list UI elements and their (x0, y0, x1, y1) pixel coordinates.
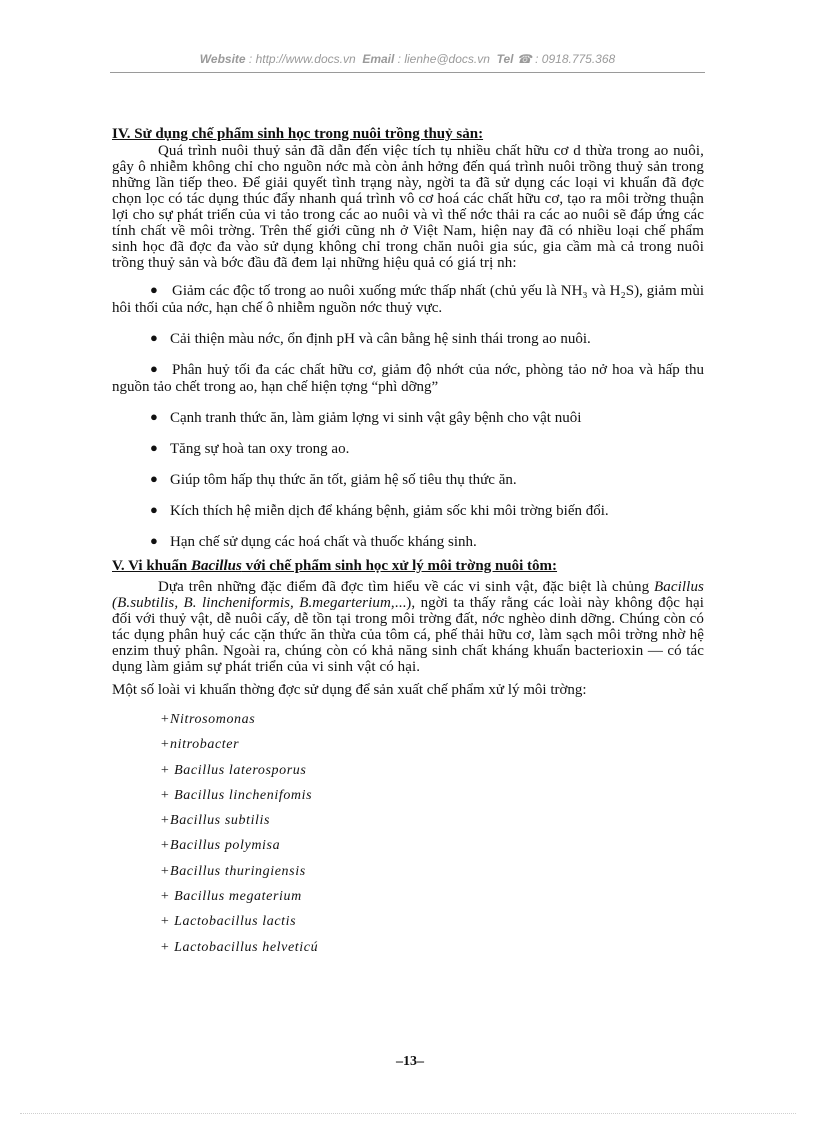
list-item: +Bacillus subtilis (160, 813, 271, 829)
bullet-icon: ● (150, 361, 158, 376)
list-item: + Bacillus laterosporus (160, 762, 307, 778)
list-item: ● Giảm các độc tố trong ao nuôi xuống mức thấp nhất (chủ yếu là NH₃ và H₂S), giảm mùi hôi thối của nớc, hạn chế ô nhiễm nguồn nớc thuỷ vực. (112, 282, 704, 316)
list-item: +Nitrosomonas (160, 712, 256, 727)
list-item: + Lactobacillus lactis (160, 914, 297, 930)
list-item: ● Phân huỷ tối đa các chất hữu cơ, giảm độ nhớt của nớc, phòng tảo nở hoa và hấp thu nguồn tảo chết trong ao, hạn chế hiện tợng “phì dỡng” (112, 361, 704, 395)
list-item: ● Cải thiện màu nớc, ổn định pH và cân bằng hệ sinh thái trong ao nuôi. (150, 330, 591, 347)
website-value: : http://www.docs.vn (248, 52, 356, 66)
list-item: + Lactobacillus helveticú (160, 939, 319, 955)
species-list (112, 707, 704, 960)
list-item: ● Cạnh tranh thức ăn, làm giảm lợng vi sinh vật gây bệnh cho vật nuôi (150, 409, 582, 426)
list-item: ● Tăng sự hoà tan oxy trong ao. (150, 440, 350, 457)
list-item: +nitrobacter (160, 737, 240, 753)
page-number: –13– (396, 1054, 424, 1069)
bullet-icon: ● (150, 471, 158, 486)
document-body (112, 125, 704, 960)
section-v-title: V. Vi khuẩn Bacillus với chế phẩm sinh học xử lý môi trờng nuôi tôm: (112, 558, 558, 574)
email-value: : lienhe@docs.vn (397, 52, 490, 66)
bullet-icon: ● (150, 502, 158, 517)
header-divider (110, 72, 705, 73)
benefits-list (112, 283, 704, 551)
tel-label: Tel (496, 52, 514, 66)
email-label: Email (362, 52, 395, 66)
section-iv-paragraph: Quá trình nuôi thuỷ sản đã dẫn đến việc tích tụ nhiều chất hữu cơ d thừa trong ao nuôi, gây ô nhiễm không chỉ cho nguồn nớc mà còn ảnh hởng đến quá trình nuôi trồng thuỷ sản trong những lần tiếp theo. Để giải quyết tình trạng này, ngời ta đã sử dụng các loại vi khuẩn đã đợc chọn lọc có tác dụng thúc đẩy nhanh quá trình vô cơ hoá các chất hữu cơ, tạo ra môi trờng thuận lợi cho sự phát triển của vi tảo trong các ao nuôi và vì thế nớc thải ra các ao nuôi sẽ đáp ứng các tính chất về môi trờng. Trên thế giới cũng nh ở Việt Nam, hiện nay đã có nhiều loại chế phẩm sinh học đã đợc đa vào sử dụng không chỉ trong chăn nuôi gia súc, gia cầm mà cả trong nuôi trồng thuỷ sản và bớc đầu đã đem lại những hiệu quả có giá trị nh: (112, 143, 704, 271)
bullet-icon: ● (150, 409, 158, 424)
list-item: ● Giúp tôm hấp thụ thức ăn tốt, giảm hệ số tiêu thụ thức ăn. (150, 471, 517, 488)
list-item: + Bacillus linchenifomis (160, 787, 313, 803)
tel-value: : 0918.775.368 (535, 52, 616, 66)
bullet-icon: ● (150, 533, 158, 548)
bullet-icon: ● (150, 440, 158, 455)
phone-icon: ☎ (516, 52, 532, 66)
section-v-paragraph: Dựa trên những đặc điểm đã đợc tìm hiểu về các vi sinh vật, đặc biệt là chủng Bacillus (B.subtilis, B. lincheniformis, B.megarterium,...), ngời ta thấy rằng các loài này không độc hại đối với thuỷ vật, dễ nuôi cấy, dễ tồn tại trong môi trờng đất, nớc nghèo dinh dỡng. Chúng còn có tác dụng phân huỷ các cặn thức ăn thừa của tôm cá, phế thải hữu cơ, làm sạch môi trờng nhờ hệ enzim thuỷ phân. Ngoài ra, chúng còn có khả năng sinh chất kháng khuẩn bacterioxin — có tác dụng làm giảm sự phát triển của vi sinh vật có hại. (112, 579, 704, 675)
list-item: +Bacillus thuringiensis (160, 863, 306, 879)
list-item: ● Kích thích hệ miễn dịch để kháng bệnh, giảm sốc khi môi trờng biến đổi. (150, 502, 609, 519)
list-item: ● Hạn chế sử dụng các hoá chất và thuốc kháng sinh. (150, 533, 477, 550)
species-intro: Một số loài vi khuẩn thờng đợc sử dụng để sản xuất chế phẩm xử lý môi trờng: (112, 682, 587, 698)
section-iv-title: IV. Sử dụng chế phẩm sinh học trong nuôi trồng thuỷ sản: (112, 126, 484, 142)
page-header (110, 52, 705, 66)
website-label: Website (199, 52, 246, 66)
bullet-icon: ● (150, 330, 158, 345)
footer-divider (20, 1113, 796, 1114)
list-item: + Bacillus megaterium (160, 889, 302, 905)
bullet-icon: ● (150, 282, 158, 297)
list-item: +Bacillus polymisa (160, 838, 281, 854)
